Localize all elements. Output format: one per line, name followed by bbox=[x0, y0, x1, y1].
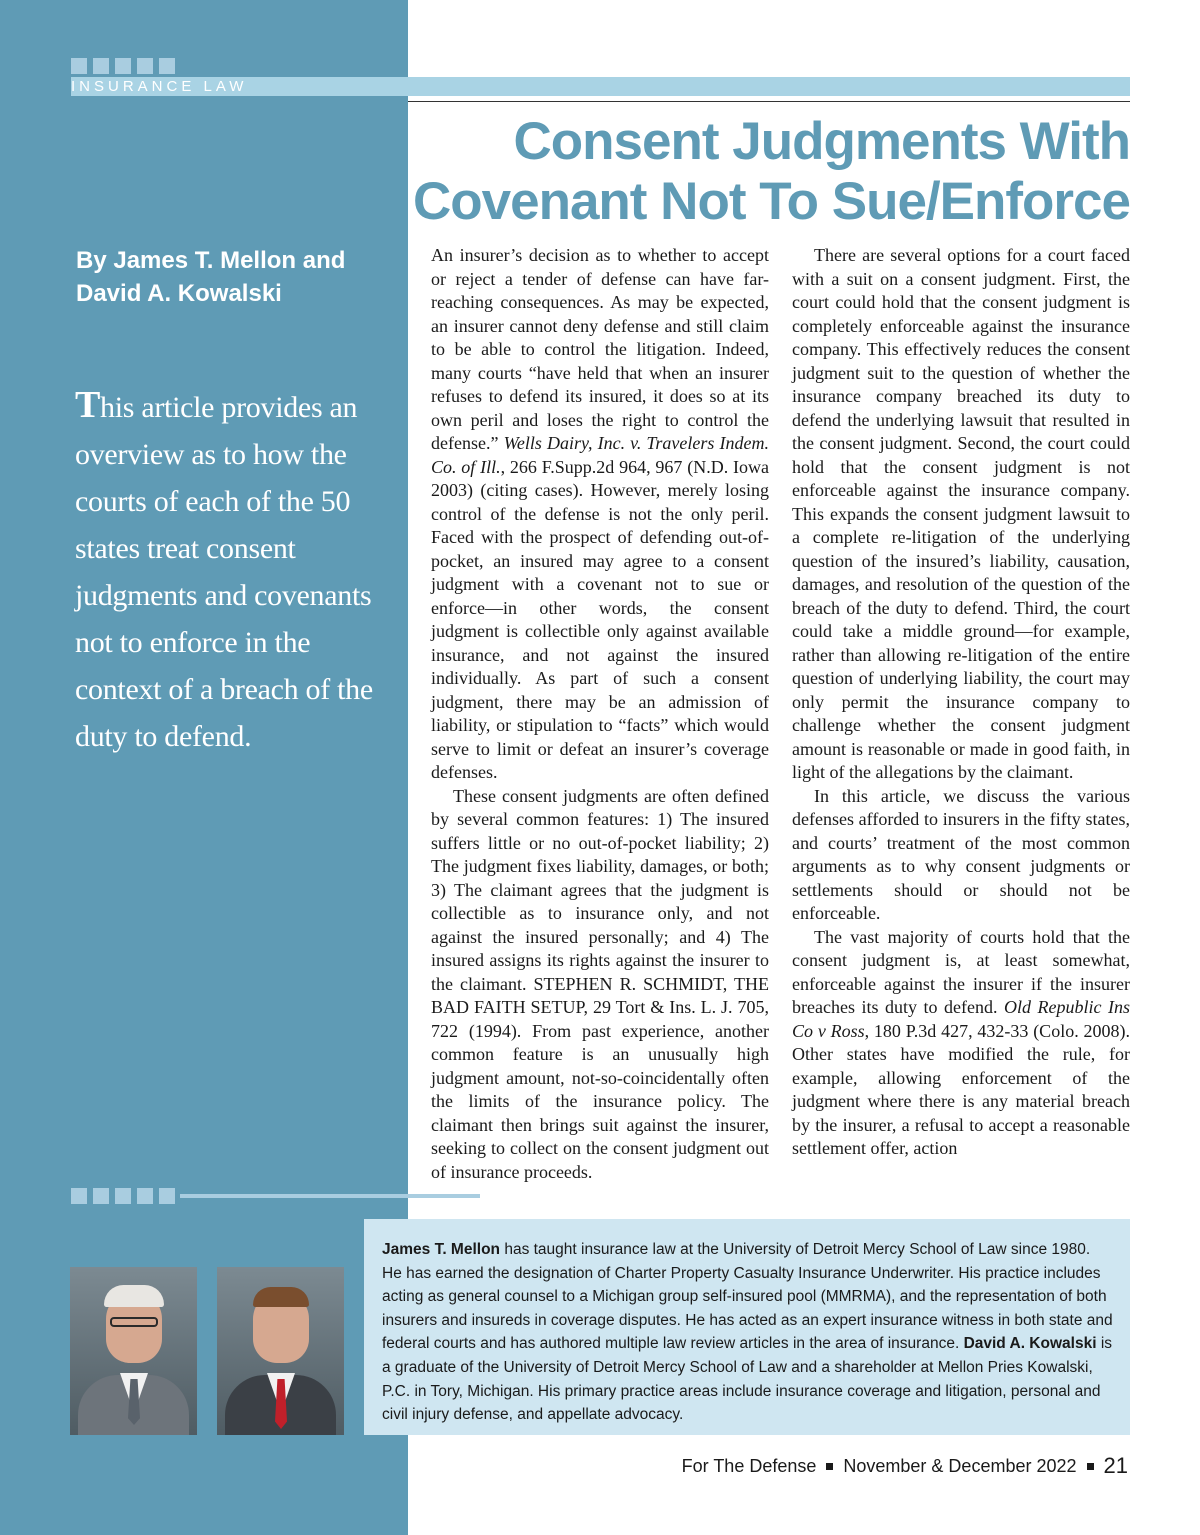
hair-shape bbox=[104, 1285, 164, 1307]
pull-quote bbox=[75, 382, 395, 760]
case-citation: Old Republic Ins Co v Ross bbox=[792, 997, 1130, 1041]
paragraph-text: , 180 P.3d 427, 432-33 (Colo. 2008). Other states have modified the rule, for example, allowing enforcement of the judgment where there is any material breach by the insurer, a refusal to accept a reasonable settlement offer, action bbox=[792, 1020, 1130, 1158]
square-decoration bbox=[159, 1188, 175, 1204]
article-paragraph: There are several options for a court faced with a suit on a consent judgment. First, the court could hold that the consent judgment is completely enforceable against the insurance company. This effectively reduces the consent judgment suit to the question of whether the insurance company breached its duty to defend the underlying lawsuit that resulted in the consent judgment. Second, the court could hold that the consent judgment is not enforceable against the insurance company. This expands the consent judgment lawsuit to a complete re-litigation of the underlying question of the insured’s liability, causation, damages, and resolution of the question of the breach of the duty to defend. Third, the court could take a middle ground—for example, rather than allowing re-litigation of the entire question of underlying liability, the court may only permit the insurance company to challenge whether the consent judgment amount is reasonable or made in good faith, in light of the allegations by the claimant. bbox=[792, 245, 1130, 782]
bio-text: has taught insurance law at the University of Detroit Mercy School of Law since 1980. He has earned the designation of Charter Property Casualty Insurance Underwriter. His practice includes acting as general counsel to a Michigan group self-insured pool (MMRMA), and the representation of both insurers and insureds in coverage disputes. He has acted as an expert insurance witness in both state and federal courts and has authored multiple law review articles in the area of insurance. bbox=[382, 1241, 1113, 1353]
square-decoration bbox=[159, 58, 175, 74]
section-label: INSURANCE LAW bbox=[71, 78, 248, 95]
square-decoration bbox=[71, 58, 87, 74]
publication-name: For The Defense bbox=[681, 1455, 817, 1476]
article-title-line-2: Covenant Not To Sue/Enforce bbox=[412, 172, 1130, 231]
square-decoration bbox=[137, 58, 153, 74]
paragraph-text: The vast majority of courts hold that the consent judgment is, at least somewhat, enforceable against the insurer if the insurer breaches its duty to defend. bbox=[792, 926, 1130, 1017]
sidebar-panel bbox=[0, 0, 408, 1535]
byline bbox=[76, 244, 396, 310]
article-paragraph: In this article, we discuss the various defenses afforded to insurers in the fifty states, and courts’ treatment of the most common arguments as to why consent judgments or settlements should or should not be enforceable. bbox=[792, 785, 1130, 923]
author-photo-mellon bbox=[70, 1267, 197, 1435]
square-decoration bbox=[137, 1188, 153, 1204]
article-column-2 bbox=[792, 244, 1130, 1161]
square-decoration bbox=[93, 1188, 109, 1204]
bullet-icon bbox=[826, 1463, 833, 1470]
article-title bbox=[410, 112, 1130, 232]
byline-line-2: David A. Kowalski bbox=[76, 280, 282, 307]
hair-shape bbox=[253, 1287, 309, 1307]
pull-quote-drop-cap: T bbox=[75, 384, 101, 426]
article-paragraph: These consent judgments are often defined by several common features: 1) The insured suffers little or no out-of-pocket liability; 2) The judgment fixes liability, damages, or both; 3) The claimant agrees that the judgment is collectible as to insurance only, and not against the insured personally; and 4) The insured assigns its rights against the insurer to the claimant. STEPHEN R. SCHMIDT, THE BAD FAITH SETUP, 29 Tort & Ins. L. J. 705, 722 (1994). From past experience, another common feature is an unusually high judgment amount, not-so-coincidentally often the limits of the insurance policy. The claimant then brings suit against the insurer, seeking to collect on the consent judgment out of insurance proceeds. bbox=[431, 785, 769, 1182]
glasses-icon bbox=[110, 1317, 158, 1327]
issue-date: November & December 2022 bbox=[843, 1455, 1077, 1476]
article-paragraph bbox=[431, 244, 769, 785]
article-title-line-1: Consent Judgments With bbox=[513, 112, 1130, 171]
paragraph-text: , 266 F.Supp.2d 964, 967 (N.D. Iowa 2003) (citing cases). However, merely losing control of the defense is not the only peril. Faced with the prospect of defending out-of-pocket, an insured may agree to a consent judgment with a covenant not to sue or enforce—in other words, the consent judgment is collectible only against available insurance, and not against the insured individually. As part of such a consent judgment, there may be an admission of liability, or stipulation to “facts” which would serve to limit or defeat an insurer’s coverage defenses. bbox=[431, 456, 769, 782]
author-bio bbox=[382, 1238, 1114, 1427]
decorative-squares-bottom bbox=[71, 1188, 175, 1204]
square-decoration bbox=[71, 1188, 87, 1204]
square-decoration bbox=[115, 58, 131, 74]
author-name: David A. Kowalski bbox=[963, 1335, 1097, 1353]
square-decoration bbox=[115, 1188, 131, 1204]
bullet-icon bbox=[1087, 1463, 1094, 1470]
page-footer bbox=[682, 1453, 1128, 1479]
section-rule bbox=[408, 101, 1130, 102]
article-paragraph bbox=[792, 926, 1130, 1161]
square-decoration bbox=[93, 58, 109, 74]
case-citation: Wells Dairy, Inc. v. Travelers Indem. Co. of Ill. bbox=[431, 433, 769, 477]
bio-text: is a graduate of the University of Detroit Mercy School of Law and a shareholder at Mellon Pries Kowalski, P.C. in Tory, Michigan. His primary practice areas include insurance coverage and litigation, personal and civil injury defense, and appellate advocacy. bbox=[382, 1335, 1113, 1424]
decorative-line bbox=[180, 1194, 480, 1198]
author-photo-kowalski bbox=[217, 1267, 344, 1435]
paragraph-text: An insurer’s decision as to whether to accept or reject a tender of defense can have far-reaching consequences. As may be expected, an insurer cannot deny defense and still claim to be able to control the litigation. Indeed, many courts “have held that when an insurer refuses to defend its insured, it does so at its own peril and loses the right to control the defense.” bbox=[431, 245, 769, 453]
decorative-squares-top bbox=[71, 58, 175, 74]
page-number: 21 bbox=[1103, 1453, 1128, 1478]
author-name: James T. Mellon bbox=[382, 1241, 501, 1258]
article-column-1 bbox=[431, 244, 769, 1184]
pull-quote-text: his article provides an overview as to how the courts of each of the 50 states treat consent judgments and covenants not to enforce in the context of a breach of the duty to defend. bbox=[75, 391, 373, 753]
byline-line-1: By James T. Mellon and bbox=[76, 247, 346, 274]
